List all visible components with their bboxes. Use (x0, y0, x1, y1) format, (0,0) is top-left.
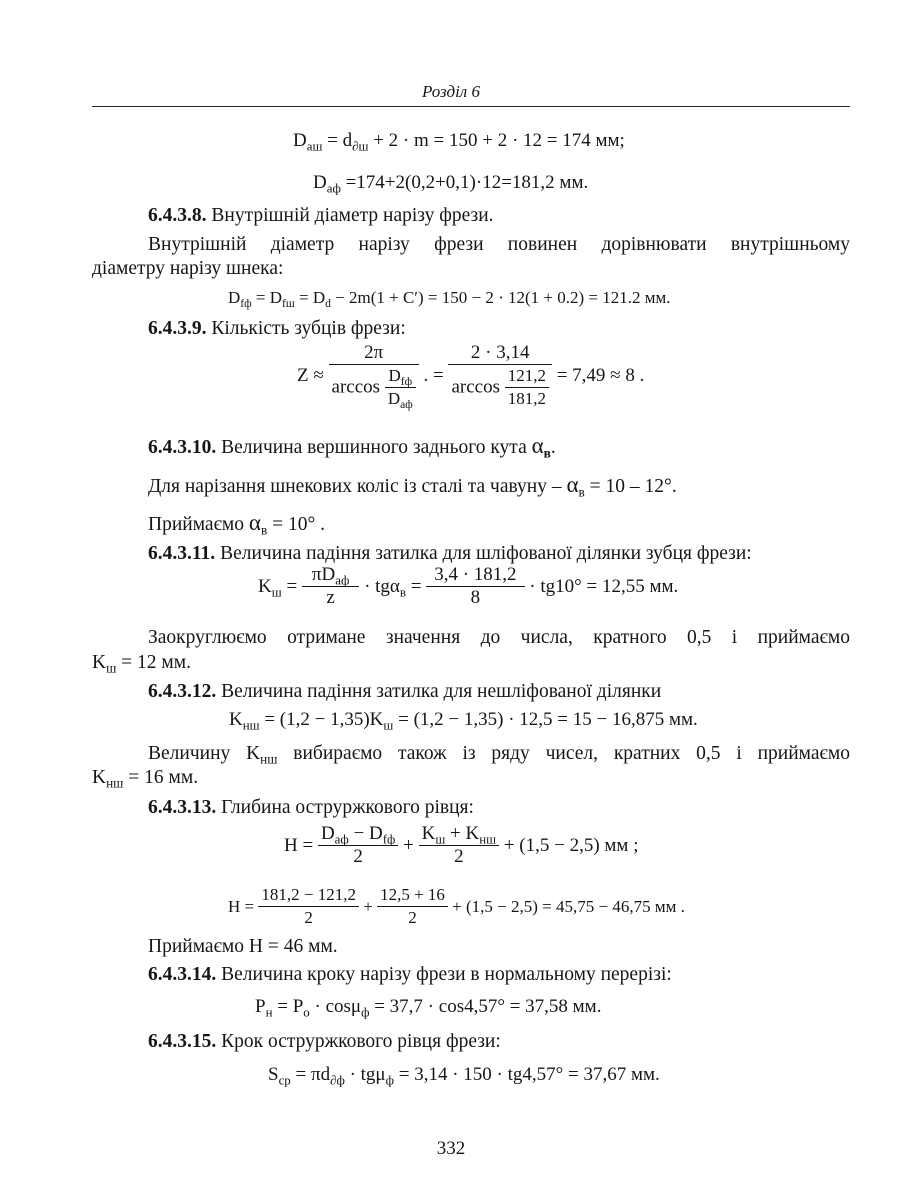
eq-subscript: fф (240, 297, 252, 311)
eq-text: = (1,2 − 1,35) · 12,5 = 15 − 16,875 мм. (393, 709, 698, 730)
fraction-numerator: 121,2 (505, 365, 549, 388)
eq-subscript: в (260, 522, 268, 538)
eq-subscript: н (265, 1004, 273, 1020)
eq-text: = 37,7 · cos4,57° = 37,58 мм. (369, 996, 602, 1017)
eq-function: arccos (331, 376, 381, 398)
eq-subscript: ш (383, 717, 394, 733)
eq-symbol: = D (251, 288, 282, 307)
eq-symbol: D (228, 288, 241, 307)
equation-k-nsh (229, 709, 698, 731)
fraction-denominator: 2 (353, 846, 363, 867)
fraction-denominator (329, 365, 419, 410)
eq-symbol: + (403, 834, 414, 856)
section-6-4-3-8-heading (148, 205, 494, 227)
section-6-4-3-10-heading (148, 433, 556, 459)
header-rule (92, 106, 850, 107)
paragraph-line: Для нарізання шнекових коліс із сталі та чавуну – (148, 476, 567, 497)
eq-subscript: аф (334, 831, 349, 847)
eq-symbol: = (406, 575, 422, 597)
fraction-numerator (385, 365, 416, 388)
eq-text: + (1,5 − 2,5) = 45,75 − 46,75 мм . (452, 896, 685, 916)
eq-text: = 7,49 ≈ 8 . (556, 365, 645, 386)
eq-subscript: аш (306, 138, 323, 154)
fraction-numerator (318, 823, 398, 846)
eq-symbol: = (1,2 − 1,35)K (259, 709, 384, 730)
fraction-numerator: 2π (329, 342, 419, 365)
section-number: 6.4.3.14. (148, 964, 217, 985)
section-6-4-3-14-heading (148, 964, 672, 986)
eq-symbol: = πd (290, 1064, 331, 1085)
eq-text: + 2 · m = 150 + 2 · 12 = 174 мм; (373, 130, 625, 151)
fraction-z-2 (448, 342, 552, 410)
eq-subscript: cp (278, 1072, 291, 1088)
eq-symbol: D (313, 172, 327, 193)
fraction-numerator: 2 · 3,14 (448, 342, 552, 365)
eq-symbol: · cosμ (309, 996, 362, 1017)
fraction-inner-1 (385, 365, 416, 410)
eq-symbol: − D (348, 823, 383, 844)
paragraph-inner-diameter (92, 230, 850, 260)
equation-h-numeric (228, 884, 685, 929)
section-title: Внутрішній діаметр нарізу фрези. (206, 205, 494, 226)
section-title: Величина падіння затилка для шліфованої ділянки зубця фрези: (215, 543, 752, 564)
section-number: 6.4.3.13. (148, 797, 217, 818)
equation-scp (268, 1064, 660, 1086)
eq-subscript: в (578, 484, 585, 500)
eq-subscript: fф (382, 831, 396, 847)
eq-subscript: ш (271, 584, 282, 600)
eq-mid (364, 576, 421, 598)
eq-subscript: ∂ш (352, 138, 369, 154)
section-number: 6.4.3.10. (148, 437, 217, 458)
eq-symbol: + K (445, 823, 480, 844)
paragraph-k-nsh-choice-cont (92, 767, 198, 789)
eq-symbol: K (92, 652, 107, 673)
eq-subscript: ф (385, 1072, 394, 1088)
paragraph-rounding-cont (92, 652, 191, 674)
eq-symbol: D (320, 823, 335, 844)
fraction-inner-2 (505, 365, 549, 410)
paragraph-line: = 12 мм. (116, 652, 191, 673)
equation-z (297, 342, 644, 410)
eq-text: = 3,14 · 150 · tg4,57° = 37,67 мм. (394, 1064, 660, 1085)
section-title: Кількість зубців фрези: (206, 318, 406, 339)
eq-symbol: · tgα (364, 575, 400, 597)
eq-subscript: ш (106, 660, 117, 676)
eq-function: arccos (451, 376, 500, 398)
eq-text: + (1,5 − 2,5) мм ; (503, 834, 639, 856)
fraction-numerator (419, 823, 499, 846)
eq-symbol: = (281, 575, 298, 597)
fraction-h-1 (318, 823, 398, 868)
section-number: 6.4.3.15. (148, 1031, 217, 1052)
page-number: 332 (436, 1138, 466, 1159)
fraction-h-3 (258, 884, 359, 929)
fraction-denominator: 2 (304, 908, 313, 927)
fraction-h-2 (419, 823, 499, 868)
paragraph-alpha-range (148, 472, 677, 498)
fraction-numerator: 12,5 + 16 (377, 884, 448, 907)
equation-d-ash (293, 130, 625, 152)
eq-text: · tg10° = 12,55 мм. (529, 575, 679, 597)
paragraph-h-accept: Приймаємо H = 46 мм. (148, 936, 338, 957)
eq-symbol: α (248, 510, 261, 535)
paragraph-rounding (92, 623, 850, 653)
eq-symbol: D (387, 389, 401, 408)
eq-text: = 10 – 12°. (584, 476, 677, 497)
eq-symbol: α (566, 472, 579, 497)
eq-symbol: K (229, 709, 243, 730)
eq-subscript: в (399, 584, 406, 600)
eq-subscript: нш (106, 775, 124, 791)
eq-text: =174+2(0,2+0,1)·12=181,2 мм. (345, 172, 589, 193)
section-title: Величина вершинного заднього кута (216, 437, 532, 458)
fraction-h-4 (377, 884, 448, 929)
section-6-4-3-15-heading (148, 1031, 501, 1053)
section-number: 6.4.3.8. (148, 205, 207, 226)
eq-symbol: H = (284, 834, 314, 856)
section-title: . (550, 437, 556, 458)
fraction-denominator: 8 (470, 587, 481, 608)
eq-subscript: d (325, 297, 331, 311)
equation-k-sh (258, 564, 678, 609)
section-6-4-3-13-heading (148, 797, 474, 819)
paragraph-inner-diameter-cont: діаметру нарізу шнека: (92, 258, 284, 279)
section-title: Величина кроку нарізу фрези в нормальному перерізі: (216, 964, 672, 985)
running-header: Розділ 6 (422, 82, 480, 101)
paragraph-line: Приймаємо (148, 514, 249, 535)
eq-symbol: = D (294, 288, 326, 307)
equation-h-general (284, 823, 639, 868)
eq-symbol: πD (311, 564, 336, 585)
eq-text: − 2m(1 + C′) = 150 − 2 · 12(1 + 0.2) = 121.2 мм. (330, 288, 671, 307)
section-6-4-3-9-heading (148, 318, 406, 340)
eq-subscript: ∂ф (330, 1072, 345, 1088)
eq-symbol: = d (327, 130, 353, 151)
eq-subscript: ш (435, 831, 446, 847)
eq-symbol: D (293, 130, 307, 151)
eq-symbol: P (255, 996, 266, 1017)
eq-text: = 10° . (267, 514, 326, 535)
eq-subscript: нш (260, 751, 278, 767)
equation-pn (255, 996, 601, 1018)
eq-subscript: нш (242, 717, 260, 733)
fraction-k-1 (302, 564, 359, 609)
fraction-denominator: 181,2 (507, 389, 546, 408)
eq-lhs (258, 576, 297, 598)
eq-symbol: S (268, 1064, 279, 1085)
eq-symbol: K (92, 767, 107, 788)
section-title: Крок оструржкового рівця фрези: (216, 1031, 501, 1052)
eq-subscript: fш (281, 297, 295, 311)
fraction-k-2 (426, 564, 524, 609)
eq-symbol: = P (272, 996, 304, 1017)
paragraph-k-nsh-choice (92, 739, 850, 769)
eq-symbol: H = (228, 896, 255, 916)
eq-subscript: o (303, 1004, 310, 1020)
section-6-4-3-11-heading (148, 543, 752, 565)
eq-symbol: α (531, 433, 544, 458)
paragraph-alpha-accept (148, 510, 325, 536)
section-title: Величина падіння затилка для нешліфованої ділянки (216, 681, 662, 702)
section-6-4-3-12-heading (148, 681, 661, 703)
eq-symbol: . = (423, 365, 444, 386)
eq-subscript: аф (326, 180, 341, 196)
eq-symbol: · tgμ (344, 1064, 386, 1085)
paragraph-line: вибираємо також із ряду чисел, кратних 0,5 і приймаємо (277, 743, 850, 764)
section-number: 6.4.3.9. (148, 318, 207, 339)
fraction-denominator: 2 (454, 846, 464, 867)
paragraph-line: = 16 мм. (123, 767, 199, 788)
fraction-denominator: z (326, 587, 335, 608)
eq-subscript: ф (361, 1004, 370, 1020)
paragraph-line: Заокруглюємо отримане значення до числа, кратного 0,5 і приймаємо (148, 627, 850, 648)
fraction-numerator (302, 564, 359, 587)
equation-d-af (313, 172, 588, 194)
equation-d-ff (228, 288, 671, 311)
fraction-numerator: 181,2 − 121,2 (258, 884, 359, 907)
fraction-z-1 (329, 342, 419, 410)
fraction-denominator (385, 388, 416, 410)
fraction-denominator: 2 (408, 908, 417, 927)
section-title: Глибина оструржкового рівця: (216, 797, 474, 818)
eq-symbol: + (363, 896, 373, 916)
eq-subscript: нш (479, 831, 497, 847)
eq-symbol: D (388, 366, 401, 385)
paragraph-line: Величину K (148, 743, 261, 764)
section-number: 6.4.3.11. (148, 543, 216, 564)
paragraph-line: Внутрішній діаметр нарізу фрези повинен дорівнювати внутрішньому (148, 234, 850, 255)
eq-symbol: K (421, 823, 436, 844)
fraction-denominator (448, 365, 552, 410)
eq-subscript: в (543, 445, 551, 461)
section-number: 6.4.3.12. (148, 681, 217, 702)
eq-subscript: fф (400, 375, 413, 389)
eq-subscript: аф (335, 572, 350, 588)
eq-symbol: Z ≈ (297, 365, 324, 386)
eq-subscript: аф (400, 398, 413, 412)
eq-symbol: K (258, 575, 272, 597)
fraction-numerator: 3,4 · 181,2 (426, 564, 524, 587)
